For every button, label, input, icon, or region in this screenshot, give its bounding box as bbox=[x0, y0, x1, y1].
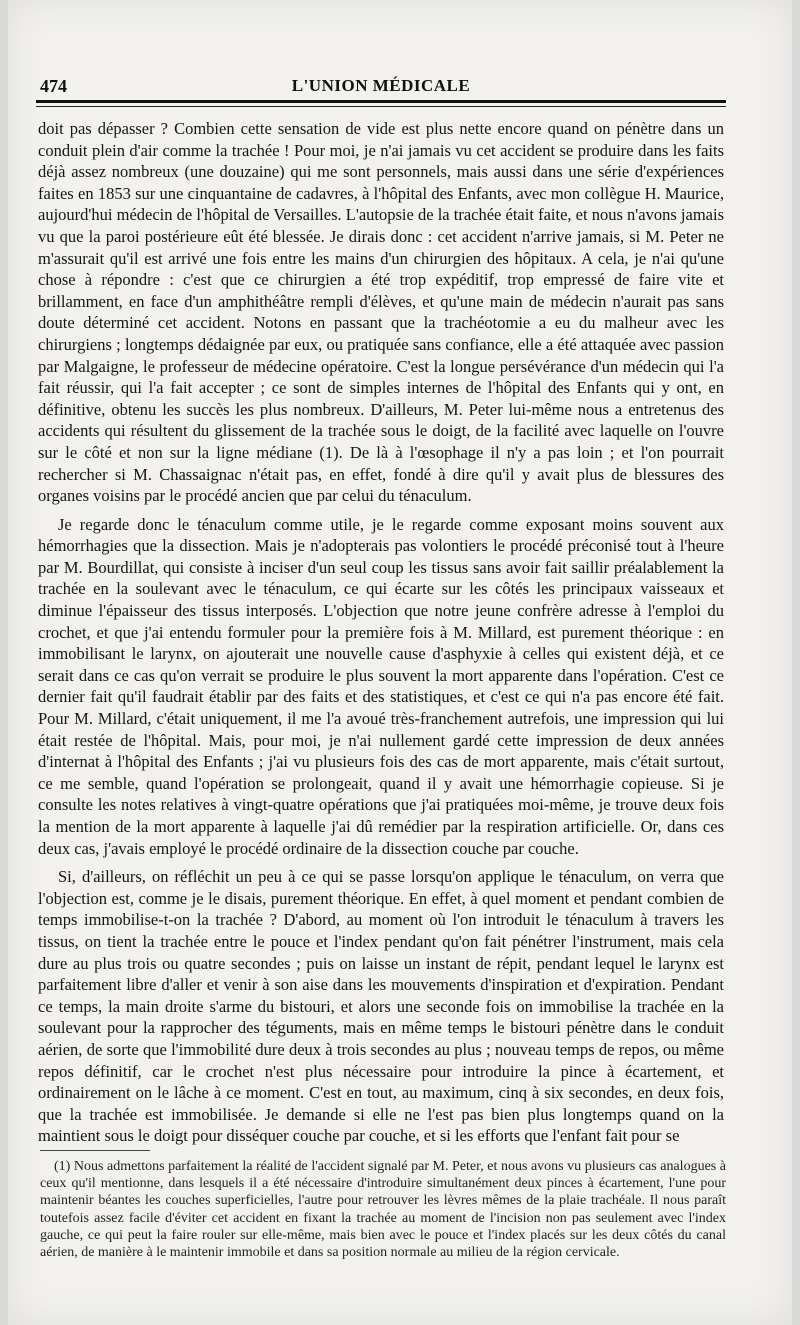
page-number: 474 bbox=[40, 76, 67, 96]
footnote-rule bbox=[40, 1150, 150, 1151]
paragraph: Je regarde donc le ténaculum comme utile, je le regarde comme exposant moins souvent aux hémorrhagies que la dissection. Mais je n'adopterais pas volontiers le procédé préconisé tout à l'heure par M. Bourdillat, qui consiste à inciser d'un seul coup les tissus sans avoir fait saillir préalablement la trachée en la soulevant avec le ténaculum, ce qui écarte sur les côtés les principaux vaisseaux et diminue l'épaisseur des tissus interposés. L'objection que notre jeune confrère adresse à l'emploi du crochet, et que j'ai entendu formuler pour la première fois à M. Millard, est purement théorique : en immobilisant le larynx, on ajouterait une nouvelle cause d'asphyxie à celles qui existent déjà, et ce serait dans ce cas qu'on verrait se produire le plus souvent la mort apparente dans l'opération. C'est ce dernier fait qu'il faudrait établir par des faits et des statistiques, et c'est ce qui n'a pas encore été fait. Pour M. Millard, c'était uniquement, il me l'a avoué très-franchement autrefois, une impression qui lui était restée de l'hôpital. Mais, pour moi, je n'ai nullement gardé cette impression de deux années d'internat à l'hôpital des Enfants ; j'ai vu plusieurs fois des cas de mort apparente, mais c'était surtout, ce me semble, quand l'opération se prolongeait, quand il y avait une hémorrhagie copieuse. Si je consulte les notes relatives à vingt-quatre opérations que j'ai pratiquées moi-même, je trouve deux fois la mention de la mort apparente à laquelle j'ai dû remédier par la respiration artificielle. Or, dans ces deux cas, j'avais employé le procédé ordinaire de la dissection couche par couche. bbox=[38, 514, 724, 858]
running-head: L'UNION MÉDICALE bbox=[291, 76, 471, 95]
header-rule bbox=[36, 100, 726, 103]
paragraph: Si, d'ailleurs, on réfléchit un peu à ce qui se passe lorsqu'on applique le ténaculum, on verra que l'objection est, comme je le disais, purement théorique. En effet, à quel moment et pendant combien de temps immobilise-t-on la trachée ? D'abord, au moment où l'on introduit le ténaculum à travers les tissus, on tient la trachée entre le pouce et l'index pendant qu'on fait pénétrer l'instrument, mais cela dure au plus trois ou quatre secondes ; puis on laisse un instant de répit, pendant lequel le larynx est parfaitement libre d'aller et venir à son aise dans les mouvements d'inspiration et d'expiration. Pendant ce temps, la main droite s'arme du bistouri, et alors une seconde fois on immobilise la trachée en la soulevant pour la rapprocher des téguments, mais en même temps le bistouri pénètre dans le conduit aérien, de sorte que l'immobilité dure deux à trois secondes au plus ; nouveau temps de repos, ou même repos définitif, car le crochet n'est plus nécessaire pour introduire la pince à écartement, et ordinairement on le lâche à ce moment. C'est en tout, au maximum, cinq à six secondes, en deux fois, que la trachée est immobilisée. Je demande si elle ne l'est pas bien plus longtemps quand on la maintient sous le doigt pour disséquer couche par couche, et si les efforts que l'enfant fait pour se bbox=[38, 867, 724, 1146]
page bbox=[8, 0, 792, 1325]
paragraph: doit pas dépasser ? Combien cette sensation de vide est plus nette encore quand on pénètre dans un conduit plein d'air comme la trachée ! Pour moi, je n'ai jamais vu cet accident se produire dans les faits déjà assez nombreux (une douzaine) qui me sont personnels, mais aussi dans une série d'expériences faites en 1853 sur une cinquantaine de cadavres, à l'hôpital des Enfants, avec mon collègue H. Maurice, aujourd'hui médecin de l'hôpital de Versailles. L'autopsie de la trachée était faite, et nous n'avons jamais vu que la paroi postérieure eût été blessée. Je dirais donc : cet accident n'arrive jamais, si M. Peter ne m'assurait qu'il est arrivé une fois entre les mains d'un chirurgien des hôpitaux. A cela, je n'ai qu'une chose à répondre : c'est que ce chirurgien a été trop expéditif, trop empressé de faire vite et brillamment, en face d'un amphithéâtre rempli d'élèves, et qu'une main de médecin n'aurait pas sans doute déterminé cet accident. Notons en passant que la trachéotomie a eu du malheur avec les chirurgiens ; longtemps dédaignée par eux, ou pratiquée sans confiance, elle a été attaquée avec passion par Malgaigne, le professeur de médecine opératoire. C'est la longue persévérance d'un médecin qui l'a fait réussir, qui l'a fait accepter ; ce sont de simples internes de l'hôpital des Enfants qui y ont, en définitive, obtenu les succès les plus nombreux. D'ailleurs, M. Peter lui-même nous a entretenus des accidents qui résultent du glissement de la trachée sous le doigt, de la facilité avec laquelle on l'ouvre sur le côté et non sur la ligne médiane (1). De là à l'œsophage il n'y a pas loin ; et l'on pourrait rechercher si M. Chassaignac n'était pas, en effet, fondé à dire qu'il y avait plus de blessures des organes voisins par le procédé ancien que par celui du ténaculum. bbox=[38, 119, 724, 506]
header-rule-thin bbox=[36, 106, 726, 107]
footnote: (1) Nous admettons parfaitement la réalité de l'accident signalé par M. Peter, et nous avons vu plusieurs cas analogues à ceux qu'il mentionne, dans lesquels il a été nécessaire d'introduire simultanément deux pinces à écartement, l'une pour maintenir béantes les couches superficielles, l'autre pour retrouver les lèvres mêmes de la plaie trachéale. Il nous paraît toutefois assez facile d'éviter cet accident en fixant la trachée au moment de l'incision non pas seulement avec l'index gauche, ce qui peut la faire rouler sur elle-même, mais bien avec le pouce et l'index placés sur les deux côtés du canal aérien, de manière à le maintenir immobile et dans sa position normale au milieu de la région cervicale. bbox=[40, 1159, 726, 1261]
footnotes bbox=[40, 1158, 726, 1261]
body-text bbox=[38, 118, 724, 1147]
page-header bbox=[36, 70, 726, 98]
